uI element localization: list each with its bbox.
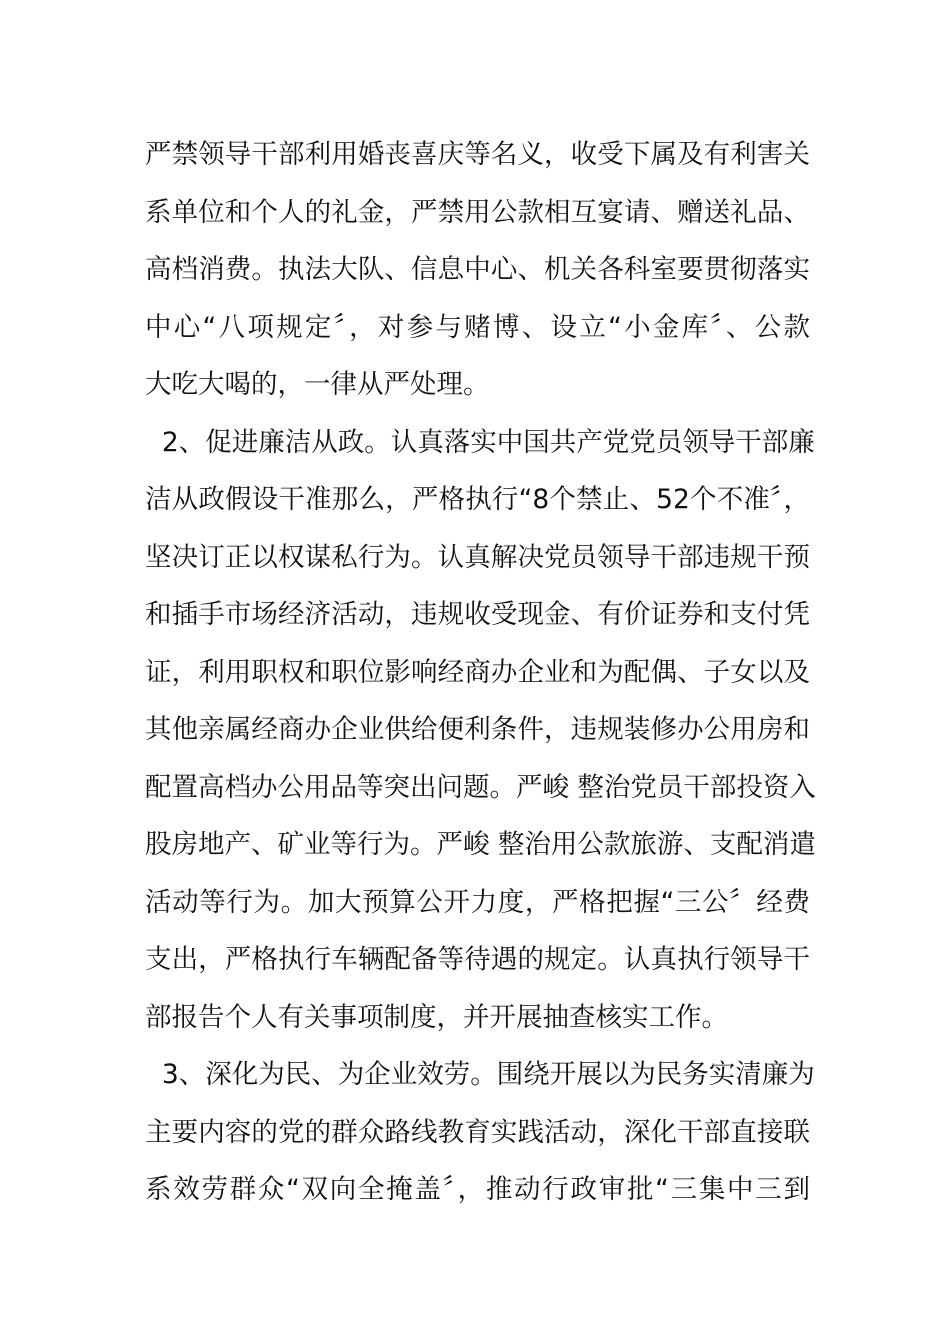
text-line-18: 主要内容的党的群众路线教育实践活动，深化干部直接联 <box>145 1116 810 1148</box>
text-line-2: 系单位和个人的礼金，严禁用公款相互宴请、赠送礼品、 <box>145 196 810 228</box>
text-line-7: 洁从政假设干准那么，严格执行“8个禁止、52个不准〞， <box>145 484 810 515</box>
text-line-12: 配置高档办公用品等突出问题。严峻 整治党员干部投资入 <box>145 771 816 803</box>
text-line-14: 活动等行为。加大预算公开力度，严格把握“三公〞经费 <box>145 886 810 918</box>
text-line-1: 严禁领导干部利用婚丧喜庆等名义，收受下属及有利害关 <box>145 139 810 170</box>
text-line-19: 系效劳群众“双向全掩盖〞，推动行政审批“三集中三到 <box>145 1174 810 1205</box>
text-line-4: 中心“八项规定〞，对参与赌博、设立“小金库〞、公款 <box>145 311 810 343</box>
text-line-15: 支出，严格执行车辆配备等待遇的规定。认真执行领导干 <box>145 944 810 975</box>
text-line-10: 证，利用职权和职位影响经商办企业和为配偶、子女以及 <box>145 656 810 688</box>
text-line-9: 和插手市场经济活动，违规收受现金、有价证券和支付凭 <box>145 599 810 630</box>
text-line-17: 3、深化为民、为企业效劳。围绕开展以为民务实清廉为 <box>145 1059 815 1090</box>
text-line-16: 部报告个人有关事项制度，并开展抽查核实工作。 <box>145 1001 728 1033</box>
text-line-13: 股房地产、矿业等行为。严峻 整治用公款旅游、支配消遣 <box>145 829 816 860</box>
text-line-6: 2、促进廉洁从政。认真落实中国共产党党员领导干部廉 <box>145 426 815 458</box>
text-line-8: 坚决订正以权谋私行为。认真解决党员领导干部违规干预 <box>145 541 810 573</box>
text-line-5: 大吃大喝的，一律从严处理。 <box>145 369 490 400</box>
text-line-11: 其他亲属经商办企业供给便利条件，违规装修办公用房和 <box>145 714 810 745</box>
text-line-3: 高档消费。执法大队、信息中心、机关各科室要贯彻落实 <box>145 254 810 285</box>
body-text <box>145 126 816 1219</box>
